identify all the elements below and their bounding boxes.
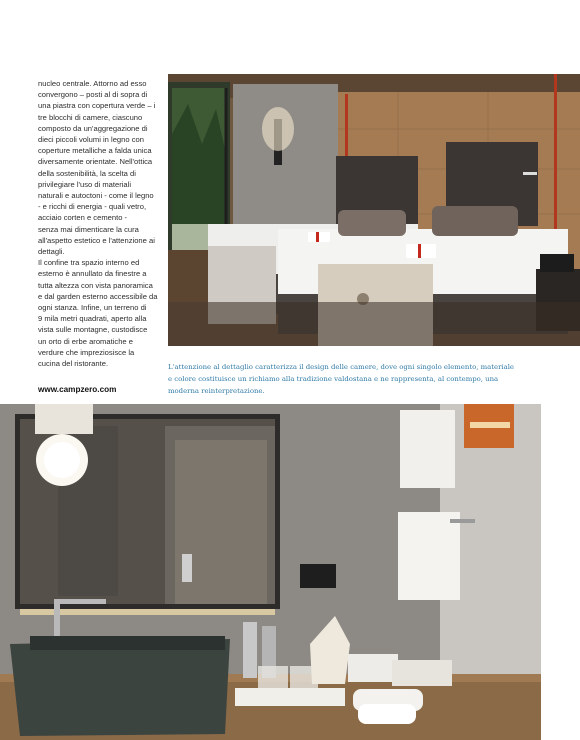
body-line: della sostenibilità, la scelta di [38,168,136,178]
body-line: tutta altezza con vista panoramica [38,280,153,290]
body-line: coperture metalliche a falda unica [38,146,152,156]
body-line: un orto di erbe aromatiche e [38,336,133,346]
website-link[interactable]: www.campzero.com [38,385,117,394]
body-line: e dal garden esterno accessibile da [38,291,158,301]
body-line: Il confine tra spazio interno ed [38,258,140,268]
article-body [38,78,162,369]
body-line: 9 mila metri quadrati, aperto alla [38,314,147,324]
body-line: dieci piccoli volumi in legno con [38,135,144,145]
body-line: diversamente orientate. Nell'ottica [38,157,153,167]
photo-caption [168,361,540,397]
body-line: una piastra con copertura verde – i [38,101,156,111]
body-line: dettagli. [38,247,65,257]
body-line: senza mai dimenticare la cura [38,224,139,234]
body-line: esterno è annullato da finestre a [38,269,147,279]
body-line: all'aspetto estetico e l'attenzione ai [38,235,155,245]
body-line: - e ricchi di energia - quali vetro, [38,202,147,212]
bathroom-illustration [0,404,541,740]
caption-line: L'attenzione al dettaglio caratterizza il design delle camere, dove ogni singolo elemento, materiale [168,363,514,371]
caption-line: moderna reinterpretazione. [168,387,265,395]
caption-line: e colore costituisce un richiamo alla tradizione valdostana e ne rappresenta, al contempo, una [168,375,499,383]
body-line: acciaio corten e cemento - [38,213,128,223]
body-line: tre blocchi di camere, ciascuno [38,112,143,122]
body-line: cucina del ristorante. [38,359,109,369]
bathroom-photo [0,404,541,740]
body-line: convergono – posti al di sopra di [38,90,148,100]
body-line: composto da un'aggregazione di [38,123,148,133]
body-line: vista sulle montagne, custodisce [38,325,148,335]
body-line: privilegiare l'uso di materiali [38,179,132,189]
body-line: naturali e autoctoni - come il legno [38,191,154,201]
bedroom-photo [168,74,580,346]
body-line: nucleo centrale. Attorno ad esso [38,79,147,88]
bedroom-illustration [168,74,580,346]
body-line: verdure che impreziosisce la [38,347,135,357]
body-line: ogni stanza. Infine, un terreno di [38,303,147,313]
